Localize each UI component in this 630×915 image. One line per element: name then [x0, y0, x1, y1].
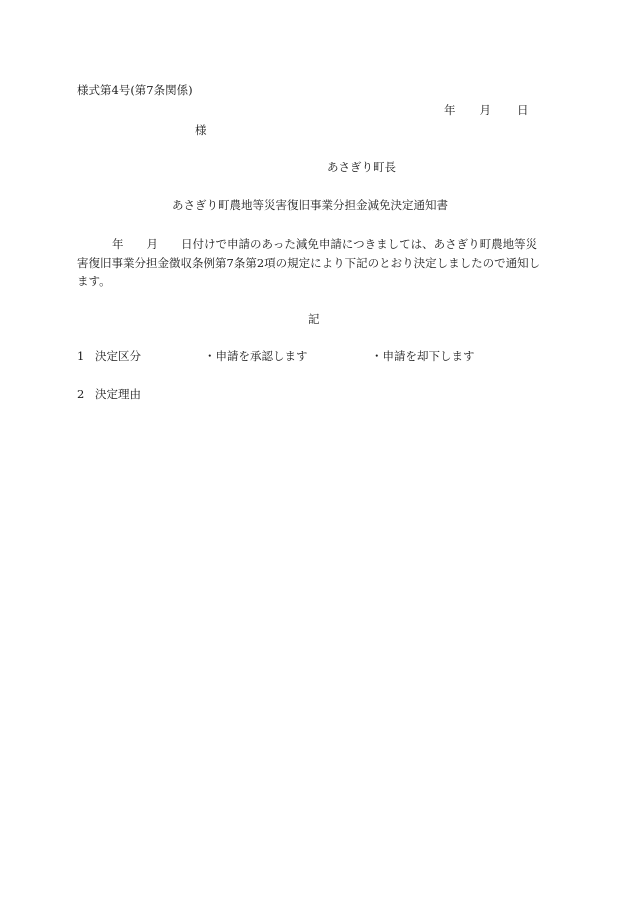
body-line-1 [77, 235, 555, 254]
document-title: あさぎり町農地等災害復旧事業分担金減免決定通知書 [172, 198, 448, 212]
form-number: 様式第4号(第7条関係) [77, 83, 193, 97]
body-line-2: 害復旧事業分担金徴収条例第7条第2項の規定により下記のとおり決定しましたので通知し [77, 255, 541, 270]
ki-heading: 記 [308, 312, 320, 326]
option-reject: ・申請を却下します [371, 349, 475, 363]
item-1-number: 1 [77, 349, 85, 363]
body-month: 月 [146, 237, 158, 251]
issuer: あさぎり町長 [327, 160, 396, 174]
body-year: 年 [112, 237, 124, 251]
body-line-1-text: 日付けで申請のあった減免申請につきましては、あさぎり町農地等災 [181, 237, 538, 251]
item-2-number: 2 [77, 387, 85, 401]
body-paragraph [77, 235, 555, 291]
addressee-suffix: 様 [195, 123, 207, 137]
date-year: 年 [444, 103, 456, 117]
item-2-label: 決定理由 [95, 387, 141, 401]
item-1-label: 決定区分 [95, 349, 141, 363]
option-approve: ・申請を承認します [204, 349, 308, 363]
date-month: 月 [479, 103, 491, 117]
date-line [444, 103, 529, 117]
body-line-3: ます。 [77, 274, 111, 288]
date-day: 日 [517, 103, 529, 117]
